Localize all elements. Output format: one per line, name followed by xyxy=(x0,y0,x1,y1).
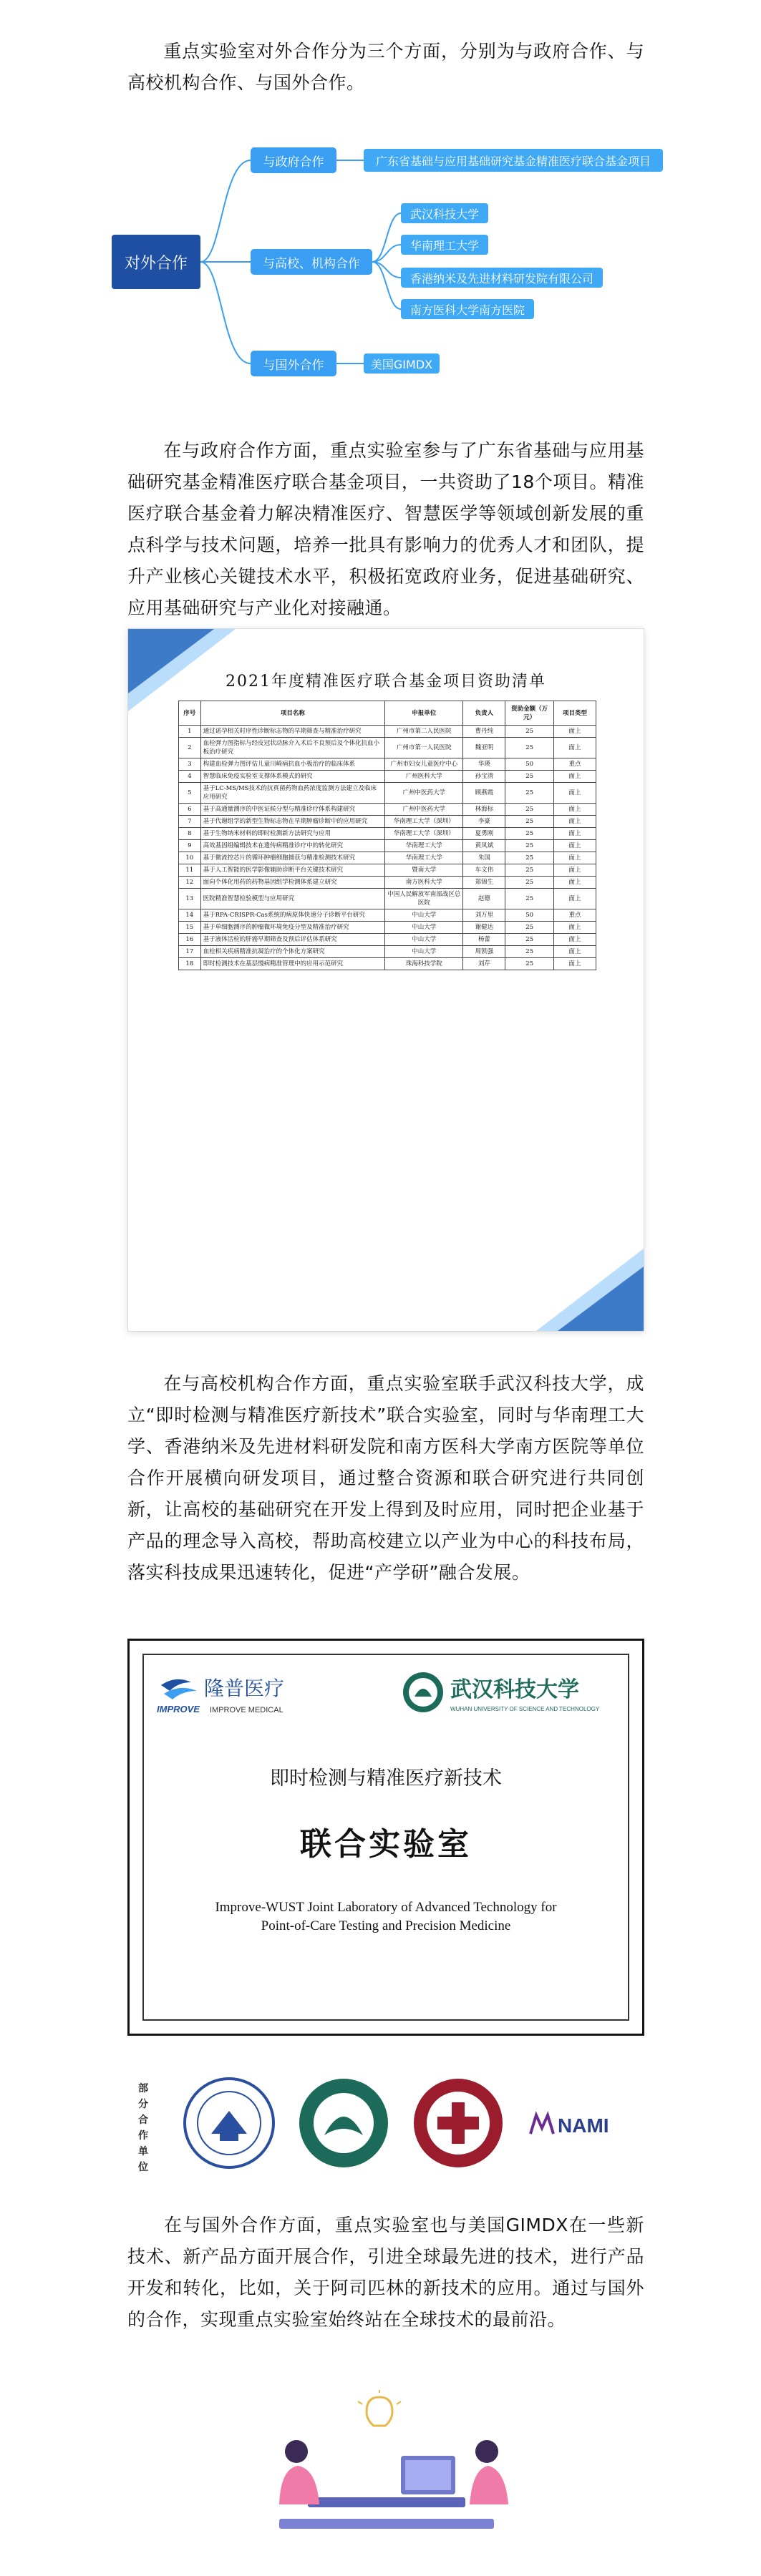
table-cell: 重点 xyxy=(554,909,596,922)
table-cell: 25 xyxy=(505,738,554,758)
table-cell: 25 xyxy=(505,946,554,958)
person-left-body xyxy=(279,2466,319,2504)
table-cell: 智慧临床免疫实验室支撑体系模式的研究 xyxy=(200,771,385,783)
table-cell: 面上 xyxy=(554,877,596,889)
table-cell: 25 xyxy=(505,726,554,738)
table-cell: 1 xyxy=(179,726,201,738)
table-cell: 25 xyxy=(505,922,554,934)
table-cell: 25 xyxy=(505,958,554,970)
table-cell: 刘万里 xyxy=(463,909,505,922)
mindmap-leaf-guangdong-fund: 广东省基础与应用基础研究基金精准医疗联合基金项目 xyxy=(364,149,663,172)
table-cell: 构建血栓弹力图评估儿童川崎病抗血小板治疗的临床体系 xyxy=(200,758,385,771)
table-row xyxy=(179,840,596,852)
mindmap-branch-government: 与政府合作 xyxy=(251,147,336,173)
mindmap-leaf-wust: 武汉科技大学 xyxy=(401,203,488,223)
table-cell: 16 xyxy=(179,934,201,946)
funding-table-title: 2021年度精准医疗联合基金项目资助清单 xyxy=(226,673,546,691)
table-cell: 面上 xyxy=(554,889,596,909)
plaque-main-title: 联合实验室 xyxy=(300,1826,472,1863)
wust-plaque-logo xyxy=(399,1665,614,1725)
table-cell: 基于人工智能的医学影像辅助诊断平台关键技术研究 xyxy=(200,864,385,877)
table-cell: 6 xyxy=(179,804,201,816)
government-paragraph xyxy=(127,435,644,624)
table-cell: 杨蕾 xyxy=(463,934,505,946)
table-cell: 华瑛 xyxy=(463,758,505,771)
table-cell: 暨南大学 xyxy=(385,864,463,877)
university-paragraph xyxy=(127,1368,644,1589)
table-cell: 赵德 xyxy=(463,889,505,909)
table-cell: 华南理工大学 xyxy=(385,840,463,852)
header-index: 序号 xyxy=(179,701,201,726)
improve-logo-en: IMPROVE xyxy=(157,1704,200,1714)
funding-table-card xyxy=(127,628,644,1332)
table-row xyxy=(179,804,596,816)
mindmap-root: 对外合作 xyxy=(112,235,200,289)
mindmap-leaf-nanfang-hospital: 南方医科大学南方医院 xyxy=(401,299,534,319)
nanfang-hospital-logo xyxy=(412,2077,505,2170)
plaque-english xyxy=(144,1898,628,1936)
table-cell: 25 xyxy=(505,840,554,852)
table-cell: 林海标 xyxy=(463,804,505,816)
table-cell: 面上 xyxy=(554,922,596,934)
table-row xyxy=(179,946,596,958)
table-row xyxy=(179,771,596,783)
table-cell: 25 xyxy=(505,771,554,783)
table-cell: 11 xyxy=(179,864,201,877)
table-cell: 面上 xyxy=(554,804,596,816)
table-cell: 面上 xyxy=(554,783,596,804)
table-cell: 顾燕霞 xyxy=(463,783,505,804)
table-cell: 14 xyxy=(179,909,201,922)
table-row xyxy=(179,852,596,864)
collaboration-illustration xyxy=(236,2390,523,2557)
table-row xyxy=(179,738,596,758)
table-cell: 12 xyxy=(179,877,201,889)
table-row xyxy=(179,922,596,934)
table-cell: 面上 xyxy=(554,852,596,864)
table-cell: 孙宝清 xyxy=(463,771,505,783)
table-cell: 面向个体化用药的药物基因组学检测体系建立研究 xyxy=(200,877,385,889)
table-cell: 面上 xyxy=(554,828,596,840)
corner-decoration-bottom-right xyxy=(529,1245,644,1331)
header-type: 项目类型 xyxy=(554,701,596,726)
table-cell: 黄凤斌 xyxy=(463,840,505,852)
table-cell: 面上 xyxy=(554,816,596,828)
improve-logo-cn: 隆普医疗 xyxy=(204,1677,285,1700)
desk-shape xyxy=(308,2497,465,2507)
table-cell: 周凯强 xyxy=(463,946,505,958)
mindmap-leaf-gimdx: 美国GIMDX xyxy=(364,353,440,374)
table-cell: 25 xyxy=(505,828,554,840)
intro-text: 重点实验室对外合作分为三个方面，分别为与政府合作、与高校机构合作、与国外合作。 xyxy=(127,41,644,93)
wust-logo-cn: 武汉科技大学 xyxy=(450,1677,579,1702)
table-cell: 基于RPA-CRISPR-Cas系统的病原体快速分子诊断平台研究 xyxy=(200,909,385,922)
table-cell: 珠海科技学院 xyxy=(385,958,463,970)
table-cell: 13 xyxy=(179,889,201,909)
table-cell: 基于高通量测序的中医证候分型与精准诊疗体系构建研究 xyxy=(200,804,385,816)
table-cell: 华南理工大学（深圳） xyxy=(385,816,463,828)
table-cell: 华南理工大学（深圳） xyxy=(385,828,463,840)
person-left-head xyxy=(285,2440,308,2463)
table-cell: 高效基因组编辑技术在遗传病精准诊疗中的转化研究 xyxy=(200,840,385,852)
table-cell: 基于液体活检的肝癌早期筛查及预后评估体系研究 xyxy=(200,934,385,946)
table-cell: 即时检测技术在基层慢病精准管理中的应用示范研究 xyxy=(200,958,385,970)
table-cell: 中国人民解放军南部战区总医院 xyxy=(385,889,463,909)
table-cell: 面上 xyxy=(554,726,596,738)
table-cell: 25 xyxy=(505,877,554,889)
table-cell: 基于代谢组学的新型生物标志物在早期肿瘤诊断中的应用研究 xyxy=(200,816,385,828)
table-cell: 25 xyxy=(505,934,554,946)
foreign-paragraph xyxy=(127,2210,644,2336)
partners-label: 部分合作单位 xyxy=(138,2083,148,2173)
table-cell: 基于微流控芯片的循环肿瘤细胞捕获与精准检测技术研究 xyxy=(200,852,385,864)
plaque-subtitle: 即时检测与精准医疗新技术 xyxy=(270,1767,502,1790)
table-cell: 50 xyxy=(505,758,554,771)
table-cell: 华南理工大学 xyxy=(385,852,463,864)
table-row xyxy=(179,816,596,828)
table-row xyxy=(179,958,596,970)
table-cell: 4 xyxy=(179,771,201,783)
scut-logo xyxy=(183,2077,276,2170)
header-lead: 负责人 xyxy=(463,701,505,726)
table-cell: 15 xyxy=(179,922,201,934)
table-cell: 25 xyxy=(505,852,554,864)
header-unit: 申报单位 xyxy=(385,701,463,726)
table-cell: 面上 xyxy=(554,771,596,783)
table-cell: 广州市第一人民医院 xyxy=(385,738,463,758)
table-cell: 重点 xyxy=(554,758,596,771)
table-cell: 广州市妇女儿童医疗中心 xyxy=(385,758,463,771)
mindmap-leaf-nami: 香港纳米及先进材料研发院有限公司 xyxy=(401,268,603,288)
table-cell: 医院精准智慧检验模型与应用研究 xyxy=(200,889,385,909)
table-cell: 面上 xyxy=(554,958,596,970)
person-right-body xyxy=(470,2466,508,2504)
table-cell: 通过诺孕相关时序性诊断标志物的早期筛查与精准治疗研究 xyxy=(200,726,385,738)
table-cell: 3 xyxy=(179,758,201,771)
foreign-text: 在与国外合作方面，重点实验室也与美国GIMDX在一些新技术、新产品方面开展合作，引进全球最先进的技术，进行产品开发和转化，比如，关于阿司匹林的新技术的应用。通过与国外的合作，实现重点实验室始终站在全球技术的最前沿。 xyxy=(127,2215,644,2330)
plaque-inner-frame xyxy=(142,1654,629,2021)
table-row xyxy=(179,864,596,877)
table-row xyxy=(179,758,596,771)
table-cell: 中山大学 xyxy=(385,934,463,946)
table-cell: 中山大学 xyxy=(385,922,463,934)
table-cell: 25 xyxy=(505,864,554,877)
table-cell: 广州中医药大学 xyxy=(385,804,463,816)
table-cell: 25 xyxy=(505,816,554,828)
improve-logo-en2: IMPROVE MEDICAL xyxy=(210,1706,283,1714)
table-cell: 基于LC-MS/MS技术的抗真菌药物血药浓度监测方法建立及临床应用研究 xyxy=(200,783,385,804)
plaque-english-line1: Improve-WUST Joint Laboratory of Advanced Technology for xyxy=(215,1900,557,1915)
wust-logo-en: WUHAN UNIVERSITY OF SCIENCE AND TECHNOLOGY xyxy=(450,1706,600,1712)
joint-lab-plaque xyxy=(127,1639,644,2036)
table-row xyxy=(179,877,596,889)
table-cell: 血栓相关疾病精准抗凝治疗的个体化方案研究 xyxy=(200,946,385,958)
person-right-head xyxy=(475,2440,498,2463)
table-cell: 2 xyxy=(179,738,201,758)
nami-logo-text: NAMI xyxy=(558,2114,609,2137)
wust-logo xyxy=(297,2077,390,2170)
table-cell: 10 xyxy=(179,852,201,864)
lightbulb-icon xyxy=(367,2397,392,2426)
table-cell: 郑锦生 xyxy=(463,877,505,889)
table-row xyxy=(179,909,596,922)
table-cell: 面上 xyxy=(554,840,596,852)
government-text: 在与政府合作方面，重点实验室参与了广东省基础与应用基础研究基金精准医疗联合基金项目，一共资助了18个项目。精准医疗联合基金着力解决精准医疗、智慧医学等领域创新发展的重点科学与技术问题，培养一批具有影响力的优秀人才和团队，提升产业核心关键技术水平，积极拓宽政府业务，促进基础研究、应用基础研究与产业化对接融通。 xyxy=(127,440,644,618)
table-cell: 李豪 xyxy=(463,816,505,828)
table-cell: 朱国 xyxy=(463,852,505,864)
table-cell: 25 xyxy=(505,804,554,816)
funding-table xyxy=(178,701,596,970)
university-text: 在与高校机构合作方面，重点实验室联手武汉科技大学，成立“即时检测与精准医疗新技术”联合实验室，同时与华南理工大学、香港纳米及先进材料研发院和南方医科大学南方医院等单位合作开展横向研发项目，通过整合资源和联合研究进行共同创新，让高校的基础研究在开发上得到及时应用，同时把企业基于产品的理念导入高校，帮助高校建立以产业为中心的科技布局，落实科技成果迅速转化，促进“产学研”融合发展。 xyxy=(127,1373,644,1583)
mindmap-leaf-scut: 华南理工大学 xyxy=(401,235,488,255)
plaque-english-line2: Point-of-Care Testing and Precision Medicine xyxy=(261,1918,511,1933)
table-row xyxy=(179,934,596,946)
funding-table-body xyxy=(179,726,596,970)
table-cell: 17 xyxy=(179,946,201,958)
table-cell: 18 xyxy=(179,958,201,970)
table-row xyxy=(179,726,596,738)
table-cell: 血栓弹力图指标与经皮冠状动脉介入术后不良预后及个体化抗血小板治疗研究 xyxy=(200,738,385,758)
table-cell: 基于生物纳米材料的即时检测新方法研究与应用 xyxy=(200,828,385,840)
table-cell: 刘芹 xyxy=(463,958,505,970)
table-row xyxy=(179,828,596,840)
table-cell: 基于单细胞测序的肿瘤微环境免疫分型及精准治疗研究 xyxy=(200,922,385,934)
table-cell: 曹丹纯 xyxy=(463,726,505,738)
table-cell: 广州市第二人民医院 xyxy=(385,726,463,738)
table-cell: 25 xyxy=(505,783,554,804)
table-cell: 广州医科大学 xyxy=(385,771,463,783)
improve-medical-logo xyxy=(154,1669,340,1722)
table-row xyxy=(179,783,596,804)
table-cell: 车文伟 xyxy=(463,864,505,877)
table-cell: 夏勇刚 xyxy=(463,828,505,840)
mindmap-connectors xyxy=(0,0,761,401)
table-cell: 中山大学 xyxy=(385,909,463,922)
table-cell: 面上 xyxy=(554,738,596,758)
table-cell: 8 xyxy=(179,828,201,840)
header-amount: 资助金额（万元） xyxy=(505,701,554,726)
table-cell: 5 xyxy=(179,783,201,804)
table-cell: 9 xyxy=(179,840,201,852)
table-cell: 南方医科大学 xyxy=(385,877,463,889)
table-cell: 面上 xyxy=(554,946,596,958)
table-cell: 25 xyxy=(505,889,554,909)
table-cell: 谢健达 xyxy=(463,922,505,934)
table-cell: 7 xyxy=(179,816,201,828)
table-row xyxy=(179,889,596,909)
header-project: 项目名称 xyxy=(200,701,385,726)
mindmap-branch-foreign: 与国外合作 xyxy=(251,351,336,376)
table-cell: 广州中医药大学 xyxy=(385,783,463,804)
table-cell: 50 xyxy=(505,909,554,922)
nami-logo xyxy=(526,2107,634,2142)
funding-table-header-row xyxy=(179,701,596,726)
mindmap-branch-university: 与高校、机构合作 xyxy=(251,249,372,275)
table-cell: 中山大学 xyxy=(385,946,463,958)
table-cell: 魏亚明 xyxy=(463,738,505,758)
table-cell: 面上 xyxy=(554,934,596,946)
table-cell: 面上 xyxy=(554,864,596,877)
